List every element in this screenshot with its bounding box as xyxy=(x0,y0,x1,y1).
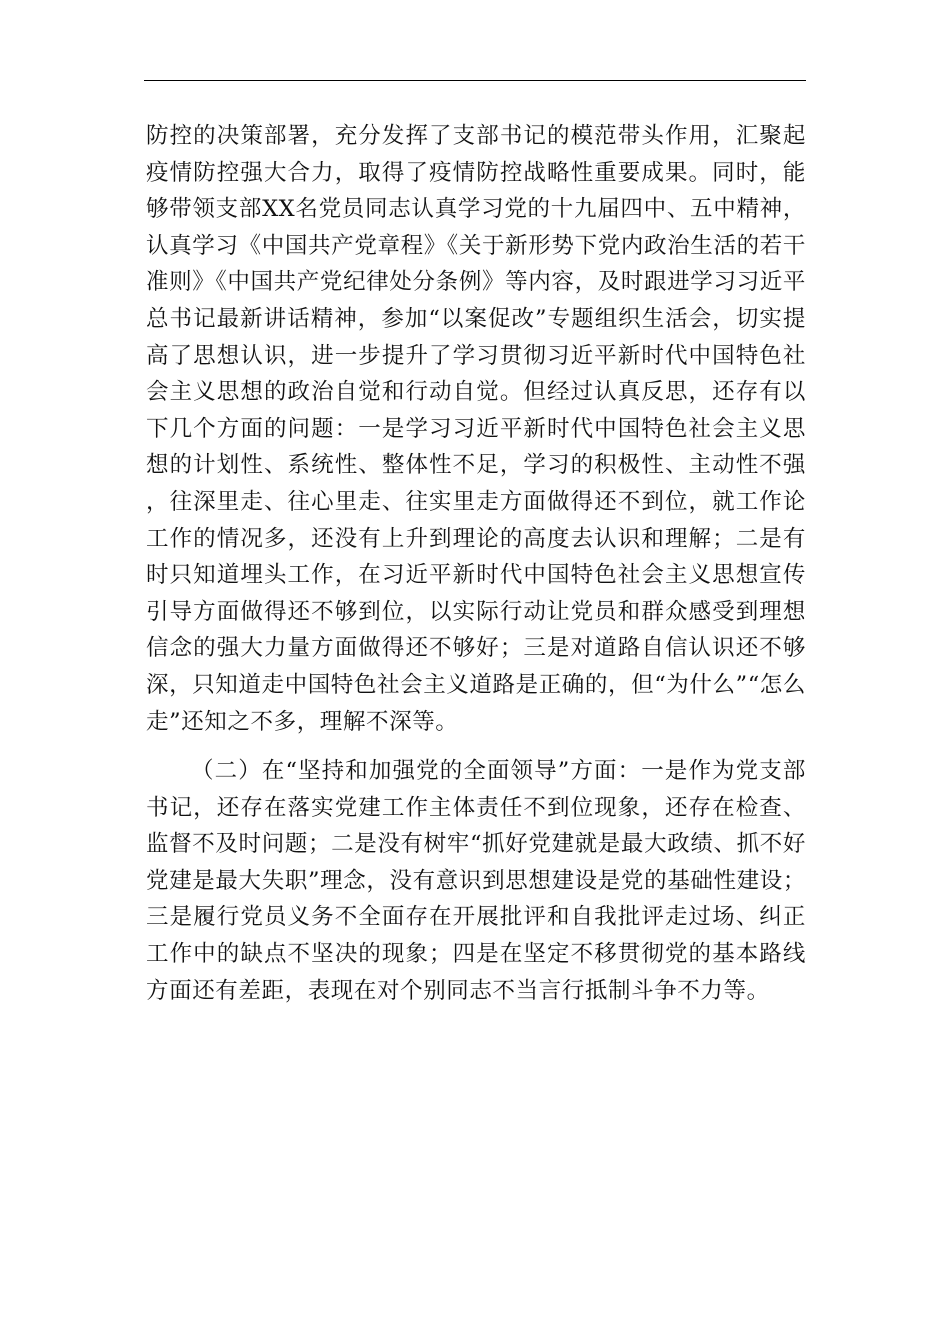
document-body xyxy=(146,118,806,1009)
paragraph-continuation: 防控的决策部署，充分发挥了支部书记的模范带头作用，汇聚起疫情防控强大合力，取得了疫情防控战略性重要成果。同时，能够带领支部XX名党员同志认真学习党的十九届四中、五中精神，认真学习《中国共产党章程》《关于新形势下党内政治生活的若干准则》《中国共产党纪律处分条例》等内容，及时跟进学习习近平总书记最新讲话精神，参加“以案促改”专题组织生活会，切实提高了思想认识，进一步提升了学习贯彻习近平新时代中国特色社会主义思想的政治自觉和行动自觉。但经过认真反思，还存有以下几个方面的问题：一是学习习近平新时代中国特色社会主义思想的计划性、系统性、整体性不足，学习的积极性、主动性不强，往深里走、往心里走、往实里走方面做得还不到位，就工作论工作的情况多，还没有上升到理论的高度去认识和理解；二是有时只知道埋头工作，在习近平新时代中国特色社会主义思想宣传引导方面做得还不够到位，以实际行动让党员和群众感受到理想信念的强大力量方面做得还不够好；三是对道路自信认识还不够深，只知道走中国特色社会主义道路是正确的，但“为什么”“怎么走”还知之不多，理解不深等。 xyxy=(146,123,807,735)
header-rule xyxy=(144,80,806,81)
paragraph-section-2: （二）在“坚持和加强党的全面领导”方面：一是作为党支部书记，还存在落实党建工作主体责任不到位现象，还存在检查、监督不及时问题；二是没有树牢“抓好党建就是最大政绩、抓不好党建是最大失职”理念，没有意识到思想建设是党的基础性建设；三是履行党员义务不全面存在开展批评和自我批评走过场、纠正工作中的缺点不坚决的现象；四是在坚定不移贯彻党的基本路线方面还有差距，表现在对个别同志不当言行抵制斗争不力等。 xyxy=(146,758,806,1004)
